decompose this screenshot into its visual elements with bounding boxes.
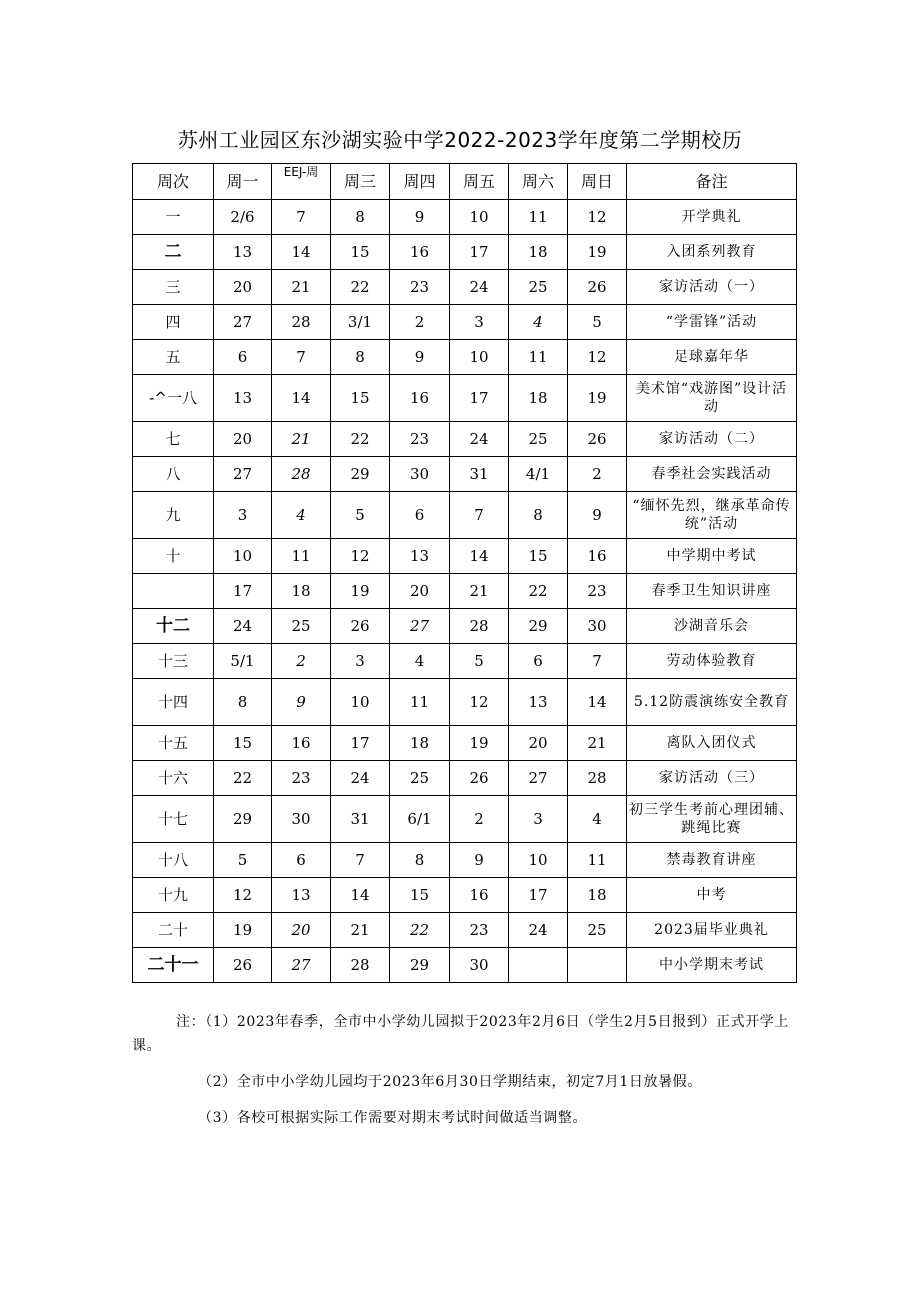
day-cell: 26 [568, 422, 627, 457]
day-cell: 30 [272, 796, 331, 843]
week-cell: 十六 [133, 761, 214, 796]
day-cell: 15 [509, 539, 568, 574]
day-cell: 28 [272, 457, 331, 492]
day-cell: 5 [331, 492, 390, 539]
day-cell: 15 [390, 878, 450, 913]
day-cell: 20 [272, 913, 331, 948]
note-cell: 开学典礼 [627, 200, 797, 235]
day-cell: 27 [214, 305, 272, 340]
header-fri: 周五 [450, 164, 509, 200]
day-cell: 11 [272, 539, 331, 574]
day-cell: 12 [331, 539, 390, 574]
week-cell: 二十一 [133, 948, 214, 983]
day-cell: 9 [568, 492, 627, 539]
day-cell: 11 [390, 679, 450, 726]
header-row [133, 164, 797, 200]
table-row [133, 761, 797, 796]
day-cell: 19 [450, 726, 509, 761]
day-cell: 6 [214, 340, 272, 375]
day-cell: 7 [450, 492, 509, 539]
day-cell: 15 [214, 726, 272, 761]
note-cell: 劳动体验教育 [627, 644, 797, 679]
note-cell: 中学期中考试 [627, 539, 797, 574]
day-cell: 17 [450, 235, 509, 270]
day-cell: 28 [272, 305, 331, 340]
day-cell: 14 [450, 539, 509, 574]
day-cell: 8 [390, 843, 450, 878]
day-cell: 3 [331, 644, 390, 679]
day-cell: 21 [568, 726, 627, 761]
day-cell: 9 [390, 200, 450, 235]
day-cell: 24 [509, 913, 568, 948]
week-cell: 一 [133, 200, 214, 235]
day-cell: 13 [272, 878, 331, 913]
week-cell: 十二 [133, 609, 214, 644]
day-cell: 15 [331, 235, 390, 270]
day-cell: 23 [568, 574, 627, 609]
day-cell: 7 [272, 340, 331, 375]
table-row [133, 843, 797, 878]
note-cell: 家访活动（三） [627, 761, 797, 796]
header-sat: 周六 [509, 164, 568, 200]
note-cell: 禁毒教育讲座 [627, 843, 797, 878]
day-cell: 7 [272, 200, 331, 235]
day-cell: 25 [390, 761, 450, 796]
day-cell: 27 [214, 457, 272, 492]
day-cell: 16 [390, 375, 450, 422]
header-note: 备注 [627, 164, 797, 200]
day-cell: 2/6 [214, 200, 272, 235]
day-cell: 16 [568, 539, 627, 574]
table-row [133, 644, 797, 679]
day-cell: 27 [390, 609, 450, 644]
day-cell: 5 [568, 305, 627, 340]
note-cell: 入团系列教育 [627, 235, 797, 270]
day-cell: 21 [272, 270, 331, 305]
day-cell: 9 [450, 843, 509, 878]
day-cell: 28 [568, 761, 627, 796]
day-cell: 28 [331, 948, 390, 983]
day-cell: 24 [450, 270, 509, 305]
day-cell: 17 [331, 726, 390, 761]
day-cell: 4 [509, 305, 568, 340]
day-cell: 3 [450, 305, 509, 340]
table-row [133, 913, 797, 948]
day-cell: 7 [568, 644, 627, 679]
day-cell: 2 [568, 457, 627, 492]
day-cell: 22 [214, 761, 272, 796]
week-cell: 十 [133, 539, 214, 574]
day-cell: 28 [450, 609, 509, 644]
day-cell: 22 [509, 574, 568, 609]
day-cell: 30 [568, 609, 627, 644]
week-cell: 五 [133, 340, 214, 375]
note-cell: 2023届毕业典礼 [627, 913, 797, 948]
day-cell: 2 [272, 644, 331, 679]
table-row [133, 948, 797, 983]
day-cell: 12 [568, 340, 627, 375]
day-cell: 18 [509, 235, 568, 270]
day-cell: 25 [568, 913, 627, 948]
table-row [133, 200, 797, 235]
day-cell: 18 [568, 878, 627, 913]
day-cell: 31 [331, 796, 390, 843]
table-row [133, 422, 797, 457]
note-cell: 离队入团仪式 [627, 726, 797, 761]
footnote-2: （2）全市中小学幼儿园均于2023年6月30日学期结束，初定7月1日放暑假。 [198, 1074, 702, 1090]
day-cell: 11 [568, 843, 627, 878]
week-cell: 十七 [133, 796, 214, 843]
day-cell: 11 [509, 200, 568, 235]
week-cell: 二十 [133, 913, 214, 948]
day-cell: 11 [509, 340, 568, 375]
table-row [133, 539, 797, 574]
day-cell: 26 [568, 270, 627, 305]
header-sun: 周日 [568, 164, 627, 200]
week-cell: 十八 [133, 843, 214, 878]
note-cell: 中小学期末考试 [627, 948, 797, 983]
week-cell: 九 [133, 492, 214, 539]
day-cell: 30 [450, 948, 509, 983]
day-cell: 25 [509, 270, 568, 305]
day-cell: 26 [214, 948, 272, 983]
day-cell: 25 [509, 422, 568, 457]
day-cell: 29 [390, 948, 450, 983]
day-cell: 17 [509, 878, 568, 913]
header-wed: 周三 [331, 164, 390, 200]
day-cell: 31 [450, 457, 509, 492]
day-cell: 6 [272, 843, 331, 878]
day-cell: 22 [331, 422, 390, 457]
day-cell: 10 [509, 843, 568, 878]
day-cell: 16 [450, 878, 509, 913]
day-cell: 6 [390, 492, 450, 539]
day-cell: 21 [450, 574, 509, 609]
day-cell: 19 [568, 375, 627, 422]
table-row [133, 457, 797, 492]
day-cell: 23 [390, 422, 450, 457]
day-cell: 4 [390, 644, 450, 679]
day-cell: 6 [509, 644, 568, 679]
day-cell: 4/1 [509, 457, 568, 492]
week-cell: 十四 [133, 679, 214, 726]
day-cell: 24 [331, 761, 390, 796]
day-cell: 12 [568, 200, 627, 235]
day-cell: 24 [450, 422, 509, 457]
school-calendar-table [132, 163, 797, 983]
day-cell: 23 [272, 761, 331, 796]
day-cell: 26 [331, 609, 390, 644]
week-cell: 八 [133, 457, 214, 492]
day-cell: 13 [214, 235, 272, 270]
note-cell: 5.12防震演练安全教育 [627, 679, 797, 726]
day-cell: 12 [214, 878, 272, 913]
note-cell: 春季卫生知识讲座 [627, 574, 797, 609]
day-cell [568, 948, 627, 983]
week-cell: 二 [133, 235, 214, 270]
day-cell: 14 [331, 878, 390, 913]
day-cell: 15 [331, 375, 390, 422]
day-cell: 14 [568, 679, 627, 726]
footnote-3: （3）各校可根据实际工作需要对期末考试时间做适当调整。 [198, 1110, 588, 1126]
week-cell: 四 [133, 305, 214, 340]
day-cell: 10 [331, 679, 390, 726]
day-cell: 20 [214, 270, 272, 305]
day-cell: 29 [331, 457, 390, 492]
week-cell: 七 [133, 422, 214, 457]
note-cell: 中考 [627, 878, 797, 913]
day-cell: 4 [272, 492, 331, 539]
table-row [133, 726, 797, 761]
week-cell [133, 574, 214, 609]
day-cell: 8 [509, 492, 568, 539]
week-cell: 三 [133, 270, 214, 305]
day-cell: 19 [568, 235, 627, 270]
day-cell: 24 [214, 609, 272, 644]
day-cell: 16 [272, 726, 331, 761]
day-cell: 2 [390, 305, 450, 340]
note-cell: 家访活动（二） [627, 422, 797, 457]
day-cell: 3 [214, 492, 272, 539]
day-cell: 20 [214, 422, 272, 457]
day-cell: 5/1 [214, 644, 272, 679]
note-cell: “缅怀先烈，继承革命传统”活动 [627, 492, 797, 539]
day-cell: 10 [450, 200, 509, 235]
day-cell: 26 [450, 761, 509, 796]
table-row [133, 679, 797, 726]
table-row [133, 878, 797, 913]
day-cell: 3/1 [331, 305, 390, 340]
day-cell: 4 [568, 796, 627, 843]
table-row [133, 235, 797, 270]
day-cell: 13 [390, 539, 450, 574]
table-row [133, 574, 797, 609]
day-cell: 14 [272, 235, 331, 270]
header-tue: EEJ-周 [272, 164, 331, 200]
table-row [133, 305, 797, 340]
day-cell: 21 [331, 913, 390, 948]
day-cell: 10 [450, 340, 509, 375]
day-cell: 5 [450, 644, 509, 679]
day-cell: 9 [272, 679, 331, 726]
day-cell: 3 [509, 796, 568, 843]
note-cell: 家访活动（一） [627, 270, 797, 305]
table-row [133, 796, 797, 843]
day-cell: 23 [390, 270, 450, 305]
header-mon: 周一 [214, 164, 272, 200]
day-cell: 18 [390, 726, 450, 761]
day-cell: 13 [214, 375, 272, 422]
day-cell: 27 [272, 948, 331, 983]
day-cell: 12 [450, 679, 509, 726]
day-cell: 5 [214, 843, 272, 878]
note-cell: 春季社会实践活动 [627, 457, 797, 492]
day-cell: 25 [272, 609, 331, 644]
day-cell: 22 [390, 913, 450, 948]
day-cell: 14 [272, 375, 331, 422]
day-cell: 16 [390, 235, 450, 270]
day-cell: 21 [272, 422, 331, 457]
header-thu: 周四 [390, 164, 450, 200]
footnote-1: 注：（1）2023年春季，全市中小学幼儿园拟于2023年2月6日（学生2月5日报到）正式开学上课。 [132, 1014, 789, 1054]
week-cell: -^一八 [133, 375, 214, 422]
note-cell: 沙湖音乐会 [627, 609, 797, 644]
week-cell: 十五 [133, 726, 214, 761]
day-cell: 8 [331, 200, 390, 235]
day-cell: 27 [509, 761, 568, 796]
day-cell: 20 [509, 726, 568, 761]
table-row [133, 340, 797, 375]
day-cell: 19 [331, 574, 390, 609]
day-cell: 18 [272, 574, 331, 609]
page-title: 苏州工业园区东沙湖实验中学2022-2023学年度第二学期校历 [177, 128, 743, 152]
footnotes [132, 1010, 798, 1142]
table-row [133, 270, 797, 305]
day-cell: 18 [509, 375, 568, 422]
note-cell: 初三学生考前心理团辅、跳绳比赛 [627, 796, 797, 843]
day-cell: 29 [214, 796, 272, 843]
table-row [133, 609, 797, 644]
week-cell: 十九 [133, 878, 214, 913]
table-row [133, 375, 797, 422]
day-cell: 6/1 [390, 796, 450, 843]
day-cell: 2 [450, 796, 509, 843]
note-cell: 足球嘉年华 [627, 340, 797, 375]
day-cell: 13 [509, 679, 568, 726]
day-cell: 22 [331, 270, 390, 305]
table-row [133, 492, 797, 539]
day-cell: 23 [450, 913, 509, 948]
day-cell [509, 948, 568, 983]
note-cell: 美术馆“戏游图”设计活动 [627, 375, 797, 422]
day-cell: 17 [214, 574, 272, 609]
day-cell: 10 [214, 539, 272, 574]
day-cell: 17 [450, 375, 509, 422]
day-cell: 20 [390, 574, 450, 609]
day-cell: 8 [331, 340, 390, 375]
day-cell: 19 [214, 913, 272, 948]
day-cell: 9 [390, 340, 450, 375]
day-cell: 7 [331, 843, 390, 878]
week-cell: 十三 [133, 644, 214, 679]
note-cell: “学雷锋”活动 [627, 305, 797, 340]
day-cell: 30 [390, 457, 450, 492]
day-cell: 8 [214, 679, 272, 726]
day-cell: 29 [509, 609, 568, 644]
header-week: 周次 [133, 164, 214, 200]
